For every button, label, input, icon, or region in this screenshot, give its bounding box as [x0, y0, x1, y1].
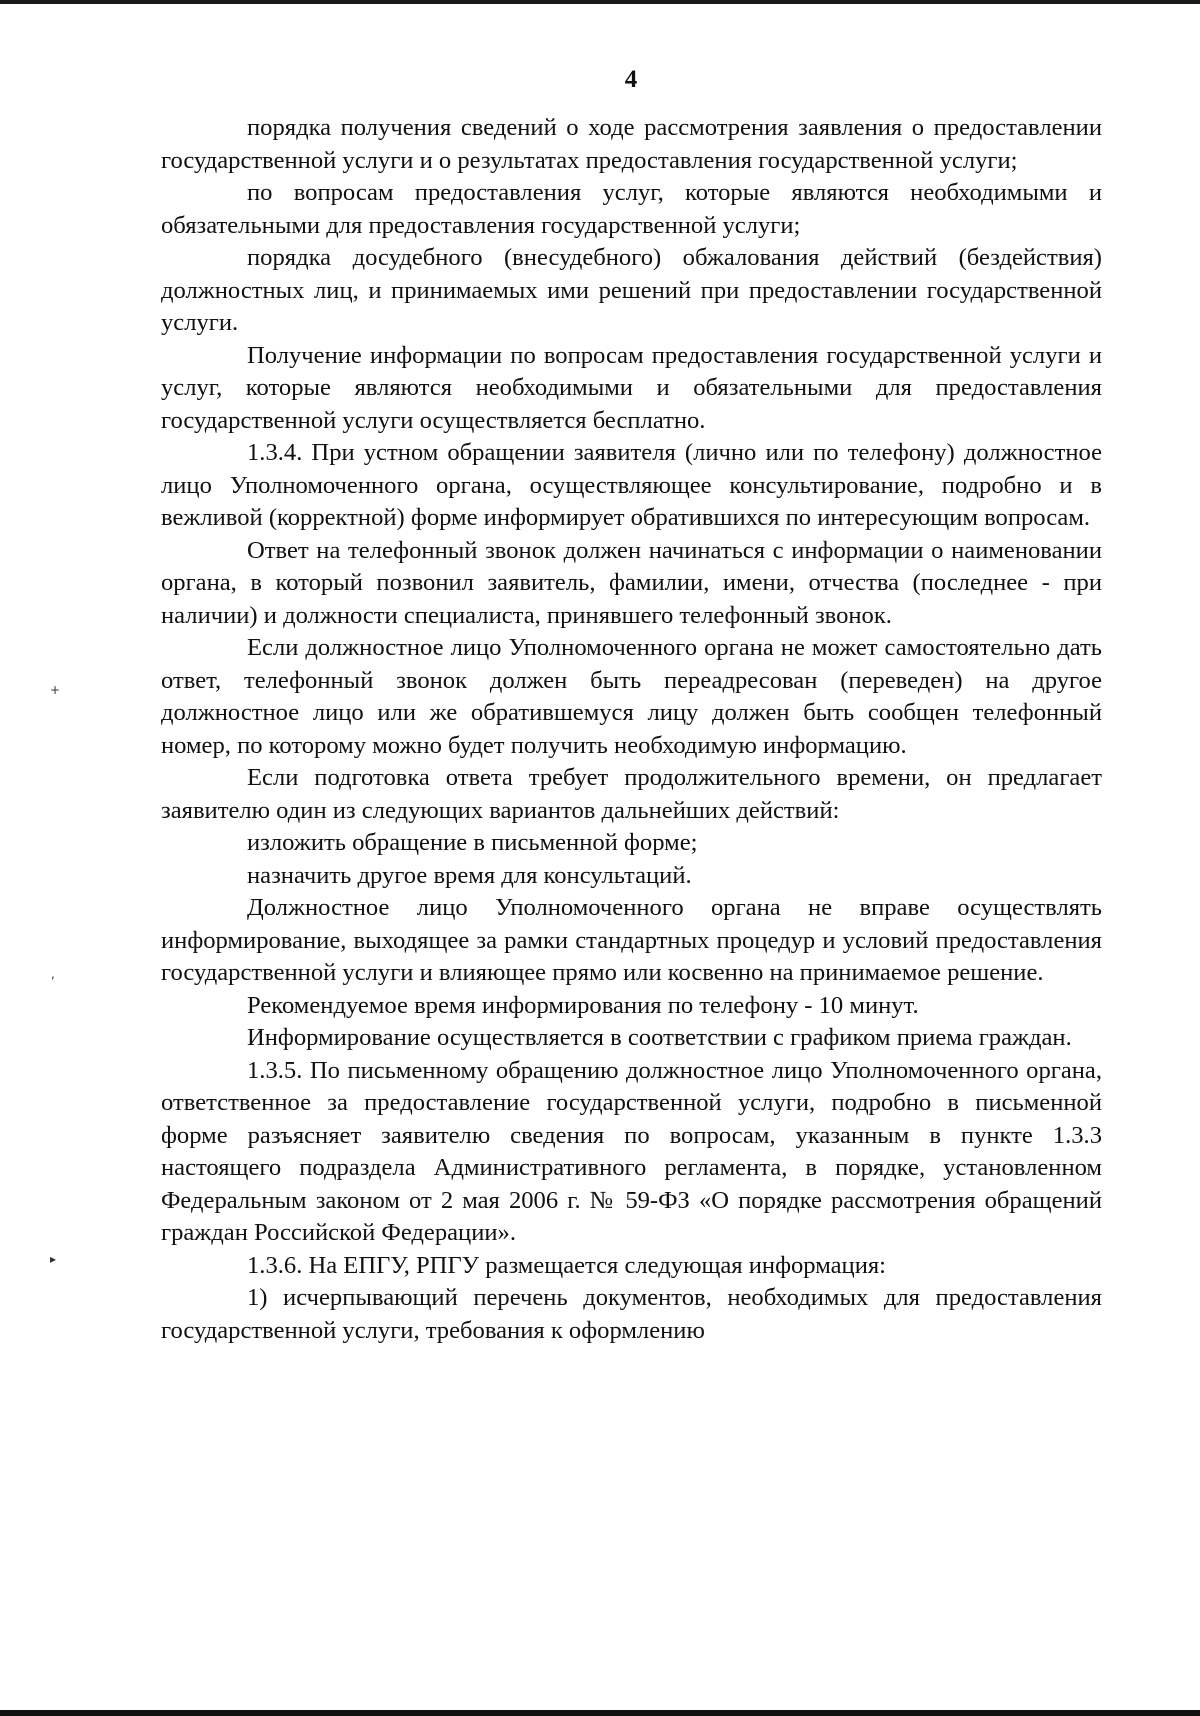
paragraph: назначить другое время для консультаций. [247, 861, 692, 889]
paragraph: по вопросам предоставления услуг, которые являются необходимыми и обязательными для предоставления государственной услуги; [161, 179, 1102, 239]
paragraph: 1.3.5. По письменному обращению должностное лицо Уполномоченного органа, ответственное за предоставление государственной услуги, подробно в письменной форме разъясняет заявителю сведения по вопросам, указанным в пункте 1.3.3 настоящего подраздела Административного регламента, в порядке, установленном Федеральным законом от 2 мая 2006 г. № 59-ФЗ «О порядке рассмотрения обращений граждан Российской Федерации». [161, 1056, 1102, 1246]
paragraph: Получение информации по вопросам предоставления государственной услуги и услуг, которые являются необходимыми и обязательными для предоставления государственной услуги осуществляется бесплатно. [161, 341, 1102, 434]
document-body [161, 112, 1102, 1347]
paragraph: порядка получения сведений о ходе рассмотрения заявления о предоставлении государственной услуги и о результатах предоставления государственной услуги; [161, 114, 1102, 174]
scan-speck: , [51, 967, 55, 981]
paragraph: Ответ на телефонный звонок должен начинаться с информации о наименовании органа, в который позвонил заявитель, фамилии, имени, отчества (последнее - при наличии) и должности специалиста, принявшего телефонный звонок. [161, 536, 1102, 629]
scan-top-edge [0, 0, 1200, 4]
paragraph: Если должностное лицо Уполномоченного органа не может самостоятельно дать ответ, телефонный звонок должен быть переадресован (переведен) на другое должностное лицо или же обратившемуся лицу должен быть сообщен телефонный номер, по которому можно будет получить необходимую информацию. [161, 634, 1102, 759]
paragraph: Рекомендуемое время информирования по телефону - 10 минут. [247, 991, 919, 1019]
scan-bottom-edge [0, 1710, 1200, 1716]
scan-speck: + [50, 683, 61, 697]
paragraph: порядка досудебного (внесудебного) обжалования действий (бездействия) должностных лиц, и принимаемых ими решений при предоставлении государственной услуги. [161, 244, 1102, 336]
paragraph: Информирование осуществляется в соответствии с графиком приема граждан. [247, 1024, 1072, 1051]
paragraph: изложить обращение в письменной форме; [247, 829, 698, 856]
paragraph: 1.3.6. На ЕПГУ, РПГУ размещается следующая информация: [247, 1251, 887, 1279]
paragraph: Если подготовка ответа требует продолжительного времени, он предлагает заявителю один из следующих вариантов дальнейших действий: [161, 764, 1102, 824]
paragraph: 1) исчерпывающий перечень документов, необходимых для предоставления государственной услуги, требования к оформлению [161, 1284, 1102, 1344]
paragraph: 1.3.4. При устном обращении заявителя (лично или по телефону) должностное лицо Уполномоченного органа, осуществляющее консультирование, подробно и в вежливой (корректной) форме информирует обратившихся по интересующим вопросам. [161, 439, 1102, 531]
scan-speck: ▸ [50, 1252, 57, 1266]
page-number: 4 [624, 66, 638, 93]
paragraph: Должностное лицо Уполномоченного органа не вправе осуществлять информирование, выходящее за рамки стандартных процедур и условий предоставления государственной услуги и влияющее прямо или косвенно на принимаемое решение. [161, 894, 1102, 986]
